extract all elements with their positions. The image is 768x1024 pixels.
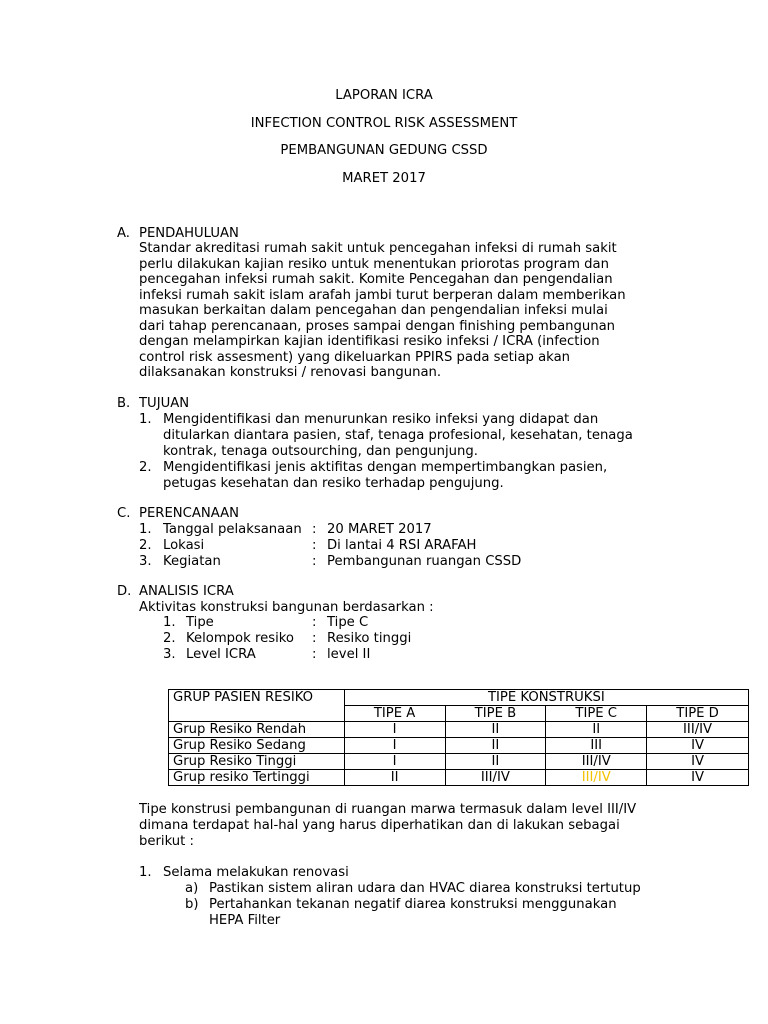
field-value: Tipe C xyxy=(327,615,369,630)
field-label: Lokasi xyxy=(163,538,205,553)
field-value: level II xyxy=(327,647,371,662)
field-value: Di lantai 4 RSI ARAFAH xyxy=(327,538,477,553)
paragraph-line: Standar akreditasi rumah sakit untuk pencegahan infeksi di rumah sakit xyxy=(139,241,617,256)
list-item-line: Mengidentifikasi dan menurunkan resiko infeksi yang didapat dan xyxy=(163,412,599,427)
table-header-row xyxy=(169,690,749,706)
conclusion-line: berikut : xyxy=(139,834,194,849)
list-number: 3. xyxy=(139,554,152,569)
section-a-heading: PENDAHULUAN xyxy=(139,226,239,241)
section-a-letter: A. xyxy=(117,226,130,241)
sub-list-line: Pastikan sistem aliran udara dan HVAC diarea konstruksi tertutup xyxy=(209,881,641,896)
table-cell: II xyxy=(445,722,546,738)
table-header-cell: GRUP PASIEN RESIKO xyxy=(169,690,345,722)
table-header-cell: TIPE D xyxy=(647,706,749,722)
sub-list-marker: b) xyxy=(185,897,199,912)
table-row xyxy=(169,770,749,786)
field-separator: : xyxy=(312,647,317,662)
table-row-label: Grup Resiko Rendah xyxy=(169,722,345,738)
field-label: Level ICRA xyxy=(186,647,256,662)
field-separator: : xyxy=(312,538,317,553)
table-group-header: TIPE KONSTRUKSI xyxy=(344,690,748,706)
list-number: 1. xyxy=(139,412,152,427)
field-value: 20 MARET 2017 xyxy=(327,522,432,537)
list-number: 1. xyxy=(163,615,176,630)
paragraph-line: perlu dilakukan kajian resiko untuk menentukan priorotas program dan xyxy=(139,257,609,272)
field-label: Tipe xyxy=(186,615,214,630)
sub-list-line: HEPA Filter xyxy=(209,913,281,928)
table-cell: III/IV xyxy=(546,754,647,770)
paragraph-line: control risk assesment) yang dikeluarkan PPIRS pada setiap akan xyxy=(139,350,571,365)
table-header-cell: TIPE B xyxy=(445,706,546,722)
section-d-letter: D. xyxy=(117,584,132,599)
table-cell: I xyxy=(344,722,445,738)
list-item-line: ditularkan diantara pasien, staf, tenaga profesional, kesehatan, tenaga xyxy=(163,428,633,443)
icra-matrix-table xyxy=(168,689,749,786)
field-separator: : xyxy=(312,615,317,630)
paragraph-line: masukan berkaitan dalam pencegahan dan pengendalian infeksi mulai xyxy=(139,303,608,318)
project-title: PEMBANGUNAN GEDUNG CSSD xyxy=(280,143,488,158)
section-d-heading: ANALISIS ICRA xyxy=(139,584,234,599)
section-c-letter: C. xyxy=(117,506,131,521)
report-date: MARET 2017 xyxy=(342,171,426,186)
sub-list-line: Pertahankan tekanan negatif diarea konstruksi menggunakan xyxy=(209,897,617,912)
table-cell: III xyxy=(546,738,647,754)
table-cell-highlighted: III/IV xyxy=(546,770,647,786)
table-cell: II xyxy=(445,754,546,770)
table-cell: IV xyxy=(647,770,749,786)
table-header-cell: TIPE C xyxy=(546,706,647,722)
table-cell: II xyxy=(445,738,546,754)
list-number: 2. xyxy=(163,631,176,646)
conclusion-line: dimana terdapat hal-hal yang harus diperhatikan dan di lakukan sebagai xyxy=(139,818,620,833)
paragraph-line: dari tahap perencanaan, proses sampai dengan finishing pembangunan xyxy=(139,319,616,334)
list-number: 2. xyxy=(139,538,152,553)
table-cell: II xyxy=(546,722,647,738)
section-d-intro: Aktivitas konstruksi bangunan berdasarkan : xyxy=(139,600,434,615)
paragraph-line: dengan melampirkan kajian identifikasi resiko infeksi / ICRA (infection xyxy=(139,334,600,349)
conclusion-line: Tipe konstrusi pembangunan di ruangan marwa termasuk dalam level III/IV xyxy=(139,802,637,817)
table-cell: IV xyxy=(647,754,749,770)
report-title: LAPORAN ICRA xyxy=(335,88,433,103)
field-value: Pembangunan ruangan CSSD xyxy=(327,554,522,569)
paragraph-line: dilaksanakan konstruksi / renovasi bangunan. xyxy=(139,365,442,380)
table-row-label: Grup Resiko Sedang xyxy=(169,738,345,754)
paragraph-line: pencegahan infeksi rumah sakit. Komite Pencegahan dan pengendalian xyxy=(139,272,613,287)
field-value: Resiko tinggi xyxy=(327,631,412,646)
table-cell: II xyxy=(344,770,445,786)
list-number: 1. xyxy=(139,522,152,537)
table-header-cell: TIPE A xyxy=(344,706,445,722)
table-row-label: Grup Resiko Tinggi xyxy=(169,754,345,770)
section-c-heading: PERENCANAAN xyxy=(139,506,240,521)
paragraph-line: infeksi rumah sakit islam arafah jambi turut berperan dalam memberikan xyxy=(139,288,626,303)
table-row xyxy=(169,722,749,738)
report-subtitle: INFECTION CONTROL RISK ASSESSMENT xyxy=(250,116,518,131)
field-label: Kelompok resiko xyxy=(186,631,294,646)
list-item-line: petugas kesehatan dan resiko terhadap pengujung. xyxy=(163,476,504,491)
table-row xyxy=(169,738,749,754)
section-b-heading: TUJUAN xyxy=(139,396,190,411)
list-number: 1. xyxy=(139,865,152,880)
field-label: Tanggal pelaksanaan xyxy=(163,522,302,537)
list-item-line: Mengidentifikasi jenis aktifitas dengan mempertimbangkan pasien, xyxy=(163,460,608,475)
field-separator: : xyxy=(312,631,317,646)
table-cell: I xyxy=(344,738,445,754)
list-item-line: kontrak, tenaga outsourching, dan pengunjung. xyxy=(163,444,478,459)
list-number: 3. xyxy=(163,647,176,662)
table-row xyxy=(169,754,749,770)
list-number: 2. xyxy=(139,460,152,475)
table-cell: III/IV xyxy=(445,770,546,786)
field-separator: : xyxy=(312,554,317,569)
section-b-letter: B. xyxy=(117,396,131,411)
table-row-label: Grup resiko Tertinggi xyxy=(169,770,345,786)
field-label: Kegiatan xyxy=(163,554,221,569)
table-cell: III/IV xyxy=(647,722,749,738)
steps-heading: Selama melakukan renovasi xyxy=(163,865,349,880)
sub-list-marker: a) xyxy=(185,881,199,896)
field-separator: : xyxy=(312,522,317,537)
table-cell: IV xyxy=(647,738,749,754)
table-cell: I xyxy=(344,754,445,770)
